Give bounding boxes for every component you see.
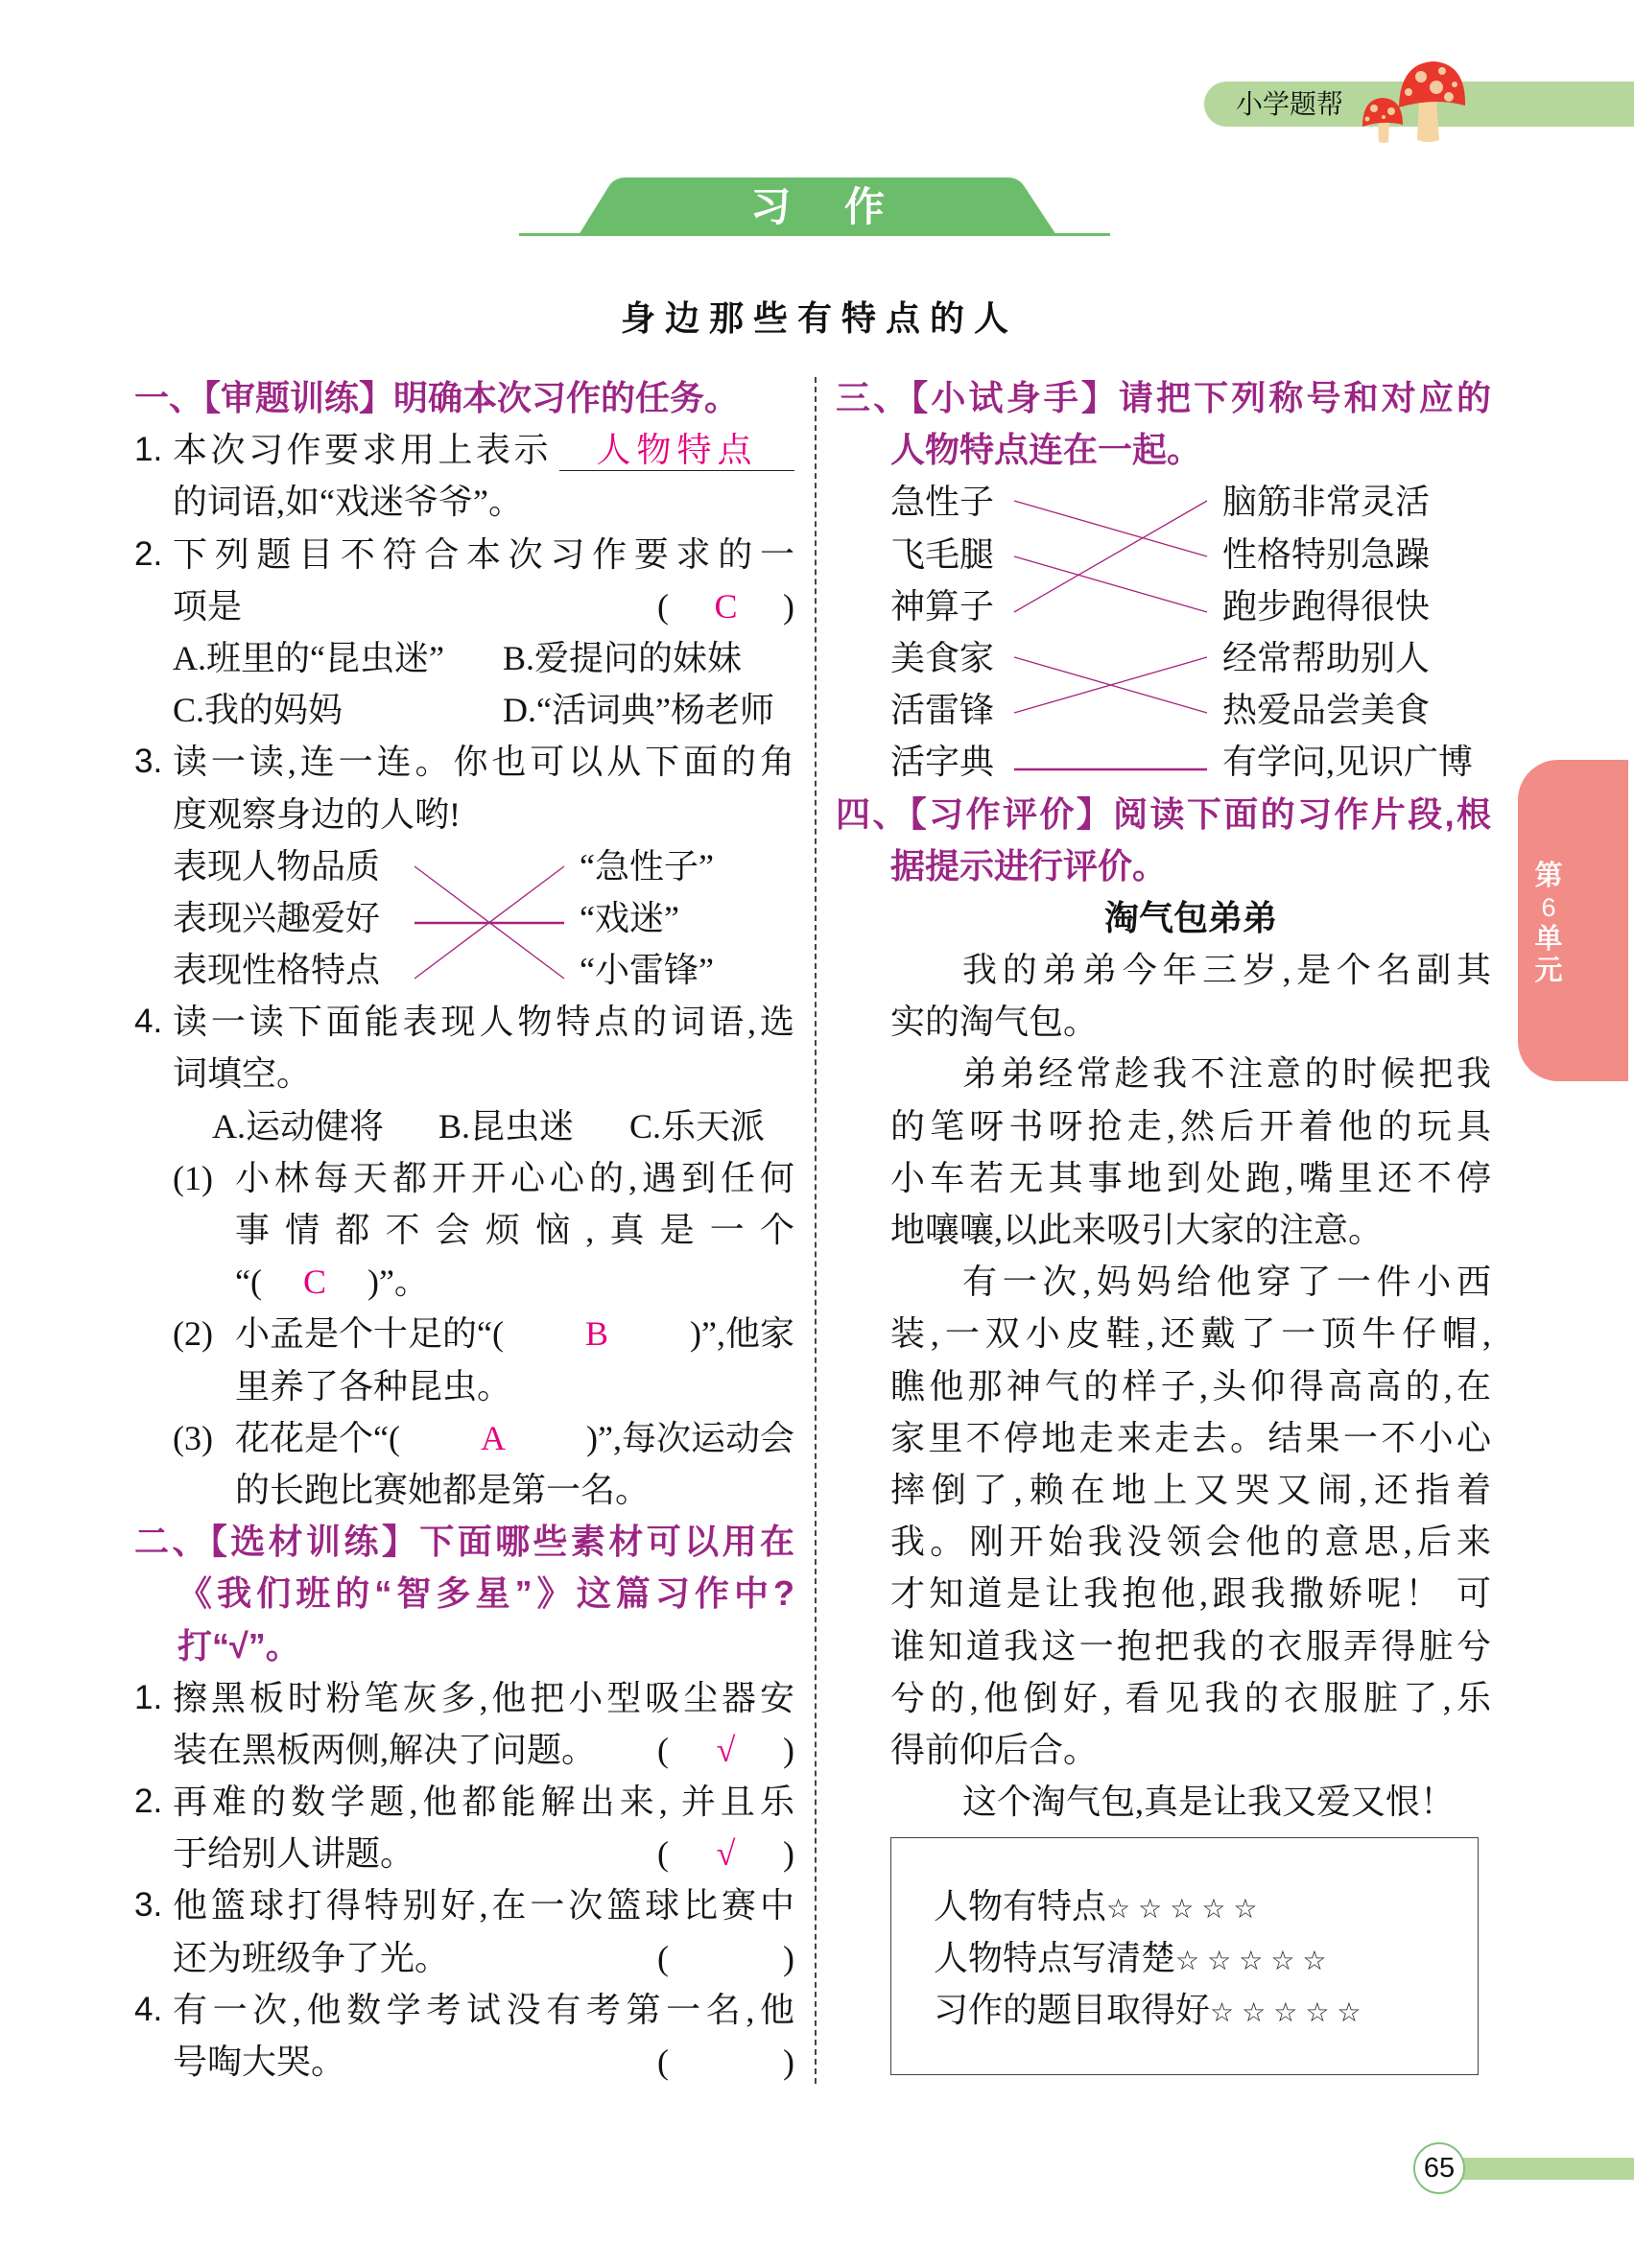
s2-item2-answer: √ — [716, 1834, 736, 1874]
rating-criterion: 人物特点写清楚 — [934, 1939, 1176, 1978]
q2-option-c: C.我的妈妈 — [173, 691, 343, 730]
s3-nickname[interactable]: 飞毛腿 — [890, 534, 995, 574]
rating-criterion: 习作的题目取得好 — [934, 1991, 1211, 2030]
s2-item1-answer: √ — [716, 1730, 736, 1769]
close-paren: ) — [783, 2043, 794, 2081]
q4-text: 读一读下面能表现人物特点的词语,选 — [173, 1003, 794, 1042]
rating-row — [934, 1984, 1452, 2036]
q3-line — [134, 789, 794, 840]
section-2-heading: 二、【选材训练】下面哪些素材可以用在 — [134, 1522, 794, 1562]
left-column — [134, 372, 794, 2088]
q2-answer-paren[interactable] — [657, 580, 794, 632]
q4-option-c: C.乐天派 — [629, 1106, 766, 1146]
q1-text: 本次习作要求用上表示 — [173, 431, 553, 470]
s2-item1-line — [134, 1672, 794, 1724]
s2-item3-answer-paren[interactable] — [657, 1932, 794, 1984]
q4-sub2-text: 里养了各种昆虫。 — [235, 1366, 512, 1406]
s3-trait[interactable]: 有学问,见识广博 — [1222, 743, 1474, 782]
s2-item4-text: 有一次,他数学考试没有考第一名,他 — [173, 1990, 794, 2029]
essay-line: 装,一双小皮鞋,还戴了一顶牛仔帽, — [890, 1314, 1491, 1354]
q4-sub1-before: “( — [235, 1263, 262, 1302]
q3-left-item[interactable]: 表现人物品质 — [173, 846, 381, 886]
open-paren: ( — [657, 586, 669, 626]
q1-answer: 人物特点 — [596, 431, 758, 470]
rating-criterion: 人物有特点 — [934, 1887, 1107, 1925]
essay-line: 兮的,他倒好, 看见我的衣服脏了,乐 — [890, 1678, 1491, 1717]
q4-sub3-answer: A — [481, 1418, 506, 1457]
q2-line — [134, 580, 794, 632]
s3-trait[interactable]: 脑筋非常灵活 — [1222, 483, 1431, 522]
essay-line: 实的淘气包。 — [890, 1003, 1099, 1042]
s2-item2-answer-paren[interactable] — [657, 1828, 794, 1879]
q4-options-row — [134, 1100, 794, 1152]
q4-sub1-after: )”。 — [367, 1263, 429, 1302]
s3-nickname[interactable]: 美食家 — [890, 638, 995, 677]
q3-number: 3. — [134, 743, 163, 781]
s3-match-row — [836, 476, 1491, 528]
s3-match-row — [836, 580, 1491, 632]
unit-side-tab — [1518, 760, 1628, 1081]
rating-row — [934, 1932, 1452, 1984]
q3-right-item[interactable]: “小雷锋” — [580, 951, 714, 990]
q1-line — [134, 476, 794, 528]
q2-answer: C — [714, 586, 738, 626]
section-2-heading: 打“√”。 — [178, 1625, 300, 1666]
close-paren: ) — [782, 1834, 794, 1874]
q1-number: 1. — [134, 431, 163, 469]
q4-sub3-text: 的长跑比赛她都是第一名。 — [235, 1470, 651, 1509]
essay-line: 我。刚开始我没领会他的意思,后来 — [890, 1523, 1491, 1562]
essay-line: 有一次,妈妈给他穿了一件小西 — [962, 1263, 1491, 1302]
s2-item4-line — [134, 1984, 794, 2036]
q4-sub1-answer: C — [302, 1263, 326, 1302]
q3-match-row — [134, 892, 794, 944]
s2-item3-text: 还为班级争了光。 — [173, 1938, 450, 1977]
unit-label-char: 单 — [1534, 924, 1563, 955]
q3-right-item[interactable]: “急性子” — [580, 846, 714, 886]
essay-line: 谁知道我这一抱把我的衣服弄得脏兮 — [890, 1626, 1491, 1666]
s3-nickname[interactable]: 神算子 — [890, 586, 995, 626]
q4-line — [134, 1048, 794, 1099]
q2-options-row — [134, 684, 794, 736]
s3-match-row — [836, 736, 1491, 788]
q4-line — [134, 996, 794, 1048]
q2-option-d: D.“活词典”杨老师 — [503, 691, 774, 730]
q4-option-b: B.昆虫迷 — [438, 1106, 575, 1146]
s2-item4-number: 4. — [134, 1990, 163, 2028]
q4-sub3-line — [134, 1412, 794, 1464]
unit-label — [1531, 861, 1566, 987]
q4-sub1-blank[interactable] — [262, 1256, 367, 1308]
s3-trait[interactable]: 经常帮助别人 — [1222, 638, 1431, 677]
s3-match-row — [836, 632, 1491, 684]
s2-item3-number: 3. — [134, 1886, 163, 1925]
q4-sub1-text: 小林每天都开开心心的,遇到任何 — [235, 1158, 794, 1197]
q1-text: 的词语,如“戏迷爷爷”。 — [173, 483, 523, 522]
unit-label-char: 第 — [1534, 861, 1563, 891]
q4-sub2-label: (2) — [173, 1314, 213, 1354]
page-number: 65 — [1413, 2142, 1465, 2194]
evaluation-box — [890, 1837, 1479, 2075]
q4-sub3-label: (3) — [173, 1418, 213, 1457]
page-subtitle: 身边那些有特点的人 — [620, 298, 1018, 339]
q4-sub2-answer: B — [584, 1314, 608, 1354]
q4-sub2-line — [134, 1308, 794, 1359]
s2-item4-text: 号啕大哭。 — [173, 2043, 346, 2081]
section-3-heading: 三、【小试身手】请把下列称号和对应的 — [836, 378, 1491, 417]
q4-sub2-before: 小孟是个十足的“( — [235, 1314, 504, 1354]
q4-sub1-line — [134, 1256, 794, 1308]
essay-title: 淘气包弟弟 — [1103, 897, 1277, 937]
section-1-heading: 一、【审题训练】明确本次习作的任务。 — [134, 378, 740, 417]
q3-text: 度观察身边的人哟! — [173, 794, 461, 834]
q2-text: 下列题目不符合本次习作要求的一 — [173, 534, 794, 574]
q4-sub1-text: 事情都不会烦恼,真是一个 — [235, 1211, 794, 1249]
s3-trait[interactable]: 热爱品尝美食 — [1222, 691, 1431, 730]
page-title: 习 作 — [750, 184, 885, 229]
q3-left-item[interactable]: 表现兴趣爱好 — [173, 898, 381, 937]
s3-trait[interactable]: 跑步跑得很快 — [1222, 586, 1431, 626]
q4-sub1-label: (1) — [173, 1158, 213, 1197]
s2-item1-text: 装在黑板两侧,解决了问题。 — [173, 1730, 597, 1769]
s3-match-row — [836, 529, 1491, 580]
star-rating-icon[interactable]: ☆☆☆☆☆ — [1175, 1945, 1335, 1977]
star-rating-icon[interactable]: ☆☆☆☆☆ — [1106, 1893, 1266, 1925]
section-2-heading: 《我们班的“智多星”》这篇习作中? — [178, 1573, 794, 1614]
essay-line: 我的弟弟今年三岁,是个名副其 — [962, 951, 1491, 990]
close-paren: ) — [782, 1730, 794, 1769]
s2-item2-text: 再难的数学题,他都能解出来, 并且乐 — [173, 1783, 794, 1822]
rating-row — [934, 1880, 1452, 1932]
q2-options-row — [134, 632, 794, 684]
essay-line: 摔倒了,赖在地上又哭又闹,还指着 — [890, 1470, 1491, 1509]
q4-sub3-before: 花花是个“( — [235, 1418, 400, 1457]
q1-line — [134, 424, 794, 476]
s2-item2-line — [134, 1776, 794, 1828]
s2-item1-number: 1. — [134, 1678, 163, 1716]
essay-line: 地嚷嚷,以此来吸引大家的注意。 — [890, 1211, 1384, 1249]
q4-sub1-line — [134, 1204, 794, 1256]
right-column — [836, 372, 1491, 1828]
q3-right-item[interactable]: “戏迷” — [580, 898, 679, 937]
page-number-bar — [1458, 2158, 1634, 2180]
brand-name: 小学题帮 — [1236, 89, 1344, 119]
q3-match-row — [134, 944, 794, 996]
s2-item2-text: 于给别人讲题。 — [173, 1834, 415, 1874]
section-4-heading: 据提示进行评价。 — [890, 845, 1168, 886]
q4-sub2-blank[interactable] — [504, 1308, 690, 1359]
s2-item1-line — [134, 1724, 794, 1776]
q3-left-item[interactable]: 表现性格特点 — [173, 951, 381, 990]
essay-line: 的笔呀书呀抢走,然后开着他的玩具 — [890, 1106, 1491, 1146]
q4-option-a: A.运动健将 — [212, 1106, 384, 1146]
s3-nickname[interactable]: 活字典 — [890, 743, 995, 782]
s3-trait[interactable]: 性格特别急躁 — [1222, 534, 1431, 574]
evaluation-rows — [934, 1880, 1452, 2037]
s3-match-row — [836, 684, 1491, 736]
q4-sub1-line — [134, 1152, 794, 1204]
s3-nickname[interactable]: 活雷锋 — [890, 691, 995, 730]
unit-label-char: 元 — [1534, 956, 1563, 986]
s2-item1-answer-paren[interactable] — [657, 1724, 794, 1776]
q4-number: 4. — [134, 1003, 163, 1041]
q2-text: 项是 — [173, 586, 243, 626]
close-paren: ) — [782, 586, 794, 626]
section-3-heading: 人物特点连在一起。 — [890, 430, 1202, 470]
section-4-heading: 四、【习作评价】阅读下面的习作片段,根 — [836, 793, 1491, 834]
q2-number: 2. — [134, 534, 163, 573]
s2-item4-line — [134, 2036, 794, 2088]
s3-nickname[interactable]: 急性子 — [890, 483, 995, 522]
unit-number: 6 — [1541, 893, 1556, 922]
essay-line: 弟弟经常趁我不注意的时候把我 — [962, 1054, 1491, 1094]
s2-item2-number: 2. — [134, 1783, 163, 1821]
q3-line — [134, 736, 794, 788]
close-paren: ) — [783, 1938, 794, 1977]
essay-line: 才知道是让我抱他,跟我撒娇呢！ 可 — [890, 1574, 1491, 1614]
s2-item3-text: 他篮球打得特别好,在一次篮球比赛中 — [173, 1886, 794, 1925]
essay-line: 家里不停地走来走去。结果一不小心 — [890, 1418, 1491, 1457]
q2-line — [134, 529, 794, 580]
s2-item3-line — [134, 1932, 794, 1984]
q3-match-row — [134, 840, 794, 892]
essay-line: 小车若无其事地到处跑,嘴里还不停 — [890, 1158, 1491, 1197]
q2-option-b: B.爱提问的妹妹 — [503, 638, 743, 677]
open-paren: ( — [657, 1730, 669, 1769]
s2-item3-line — [134, 1879, 794, 1931]
q2-option-a: A.班里的“昆虫迷” — [173, 638, 444, 677]
q4-sub2-after: )”,他家 — [690, 1314, 794, 1354]
q4-text: 词填空。 — [173, 1054, 312, 1094]
s2-item2-line — [134, 1828, 794, 1879]
essay-line: 瞧他那神气的样子,头仰得高高的,在 — [890, 1366, 1491, 1406]
essay-line: 得前仰后合。 — [890, 1730, 1099, 1769]
star-rating-icon[interactable]: ☆☆☆☆☆ — [1210, 1996, 1369, 2029]
q4-sub3-after: )”,每次运动会 — [586, 1418, 794, 1457]
s2-item4-answer-paren[interactable] — [657, 2036, 794, 2088]
open-paren: ( — [657, 1834, 669, 1874]
open-paren: ( — [657, 1938, 669, 1977]
q3-text: 读一读,连一连。你也可以从下面的角 — [173, 743, 794, 782]
q1-answer-blank[interactable] — [559, 424, 794, 471]
s2-item1-text: 擦黑板时粉笔灰多,他把小型吸尘器安 — [173, 1678, 794, 1717]
q4-sub2-line — [134, 1360, 794, 1412]
column-divider — [815, 377, 817, 2084]
q4-sub3-blank[interactable] — [400, 1412, 586, 1464]
open-paren: ( — [657, 2043, 669, 2081]
q4-sub3-line — [134, 1464, 794, 1516]
essay-line: 这个淘气包,真是让我又爱又恨！ — [962, 1783, 1456, 1822]
